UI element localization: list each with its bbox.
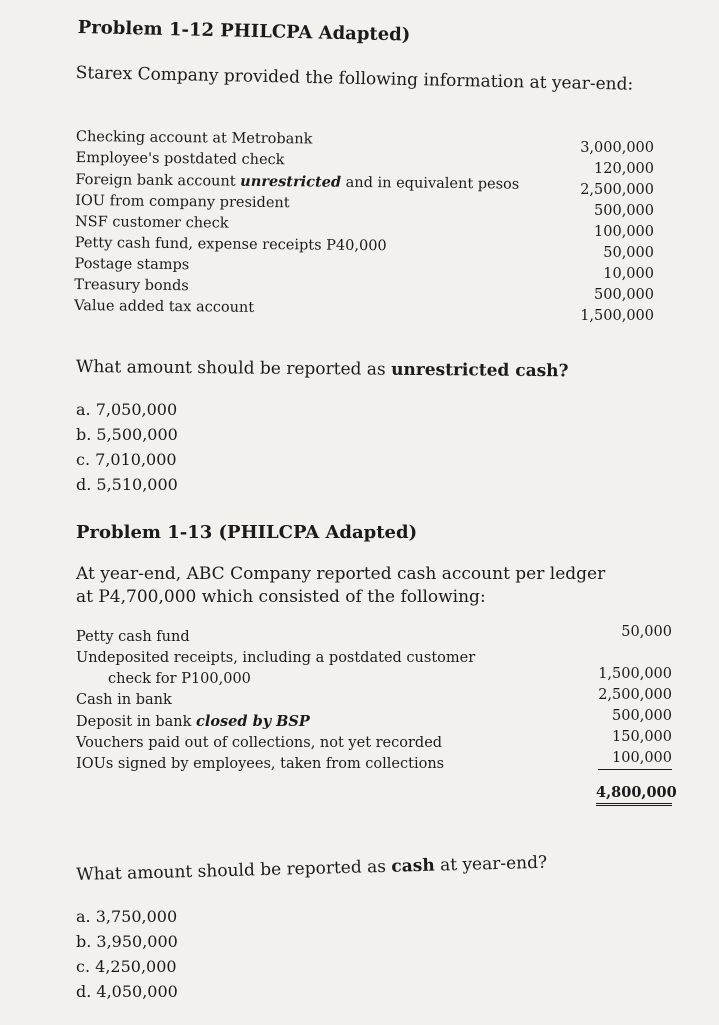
problem-1-12-amounts — [560, 138, 654, 327]
item-label: Petty cash fund — [76, 629, 190, 645]
problem-1-12-choices — [76, 397, 178, 497]
problem-1-13-intro-line2: at P4,700,000 which consisted of the following: — [76, 587, 486, 607]
problem-1-13-items — [76, 627, 475, 775]
problem-1-13-intro-line1: At year-end, ABC Company reported cash account per ledger — [76, 564, 606, 584]
item-label: Value added tax account — [74, 297, 255, 316]
item-label: Checking account at Metrobank — [75, 128, 313, 148]
choice-a: a. 3,750,000 — [76, 907, 178, 926]
problem-1-12-question: What amount should be reported as unrestricted cash? — [75, 356, 569, 382]
choice-d: d. 4,050,000 — [76, 982, 178, 1001]
item-label: Employee's postdated check — [75, 149, 285, 169]
item-label: Foreign bank account unrestricted and in equivalent pesos — [75, 171, 520, 193]
item-amount: 2,500,000 — [598, 687, 672, 703]
item-label: Postage stamps — [74, 255, 190, 274]
item-amount: 100,000 — [580, 748, 672, 770]
item-amount: 1,500,000 — [580, 308, 654, 324]
item-label: check for P100,000 — [108, 671, 251, 687]
item-amount: 50,000 — [603, 245, 654, 261]
choice-a: a. 7,050,000 — [76, 400, 178, 419]
item-amount: 3,000,000 — [580, 140, 654, 156]
item-amount: 500,000 — [612, 708, 672, 724]
choice-b: b. 5,500,000 — [76, 425, 178, 444]
item-label: Cash in bank — [76, 692, 172, 708]
item-label: Vouchers paid out of collections, not yet recorded — [76, 735, 443, 751]
item-amount: 500,000 — [594, 203, 654, 219]
item-amount-spacer — [580, 643, 672, 664]
item-amount: 500,000 — [594, 287, 654, 303]
problem-1-12-intro: Starex Company provided the following information at year-end: — [75, 62, 634, 95]
item-amount: 1,500,000 — [598, 666, 672, 682]
item-label: IOU from company president — [75, 192, 290, 212]
total-amount: 4,800,000 — [580, 782, 672, 806]
item-amount: 150,000 — [612, 729, 672, 745]
item-amount: 120,000 — [594, 161, 654, 177]
item-label: Deposit in bank closed by BSP — [76, 713, 310, 730]
item-amount: 2,500,000 — [580, 182, 654, 198]
problem-1-12-items — [74, 127, 520, 322]
item-amount: 10,000 — [603, 266, 654, 282]
item-label: Undeposited receipts, including a postdated customer — [76, 650, 476, 666]
item-label: NSF customer check — [74, 213, 229, 232]
item-label: Treasury bonds — [74, 276, 189, 295]
item-label: IOUs signed by employees, taken from collections — [76, 756, 445, 772]
choice-b: b. 3,950,000 — [76, 932, 178, 951]
problem-1-13-question: What amount should be reported as cash at year-end? — [76, 852, 548, 885]
choice-c: c. 7,010,000 — [76, 450, 177, 469]
choice-c: c. 4,250,000 — [76, 957, 177, 976]
item-label: Petty cash fund, expense receipts P40,000 — [74, 234, 387, 255]
item-amount: 50,000 — [621, 624, 672, 640]
item-amount: 100,000 — [594, 224, 654, 240]
choice-d: d. 5,510,000 — [76, 475, 178, 494]
problem-1-13-amounts — [580, 622, 677, 806]
problem-1-13-choices — [76, 904, 178, 1004]
problem-1-13-title: Problem 1-13 (PHILCPA Adapted) — [76, 522, 418, 543]
problem-1-12-title: Problem 1-12 PHILCPA Adapted) — [77, 17, 411, 46]
